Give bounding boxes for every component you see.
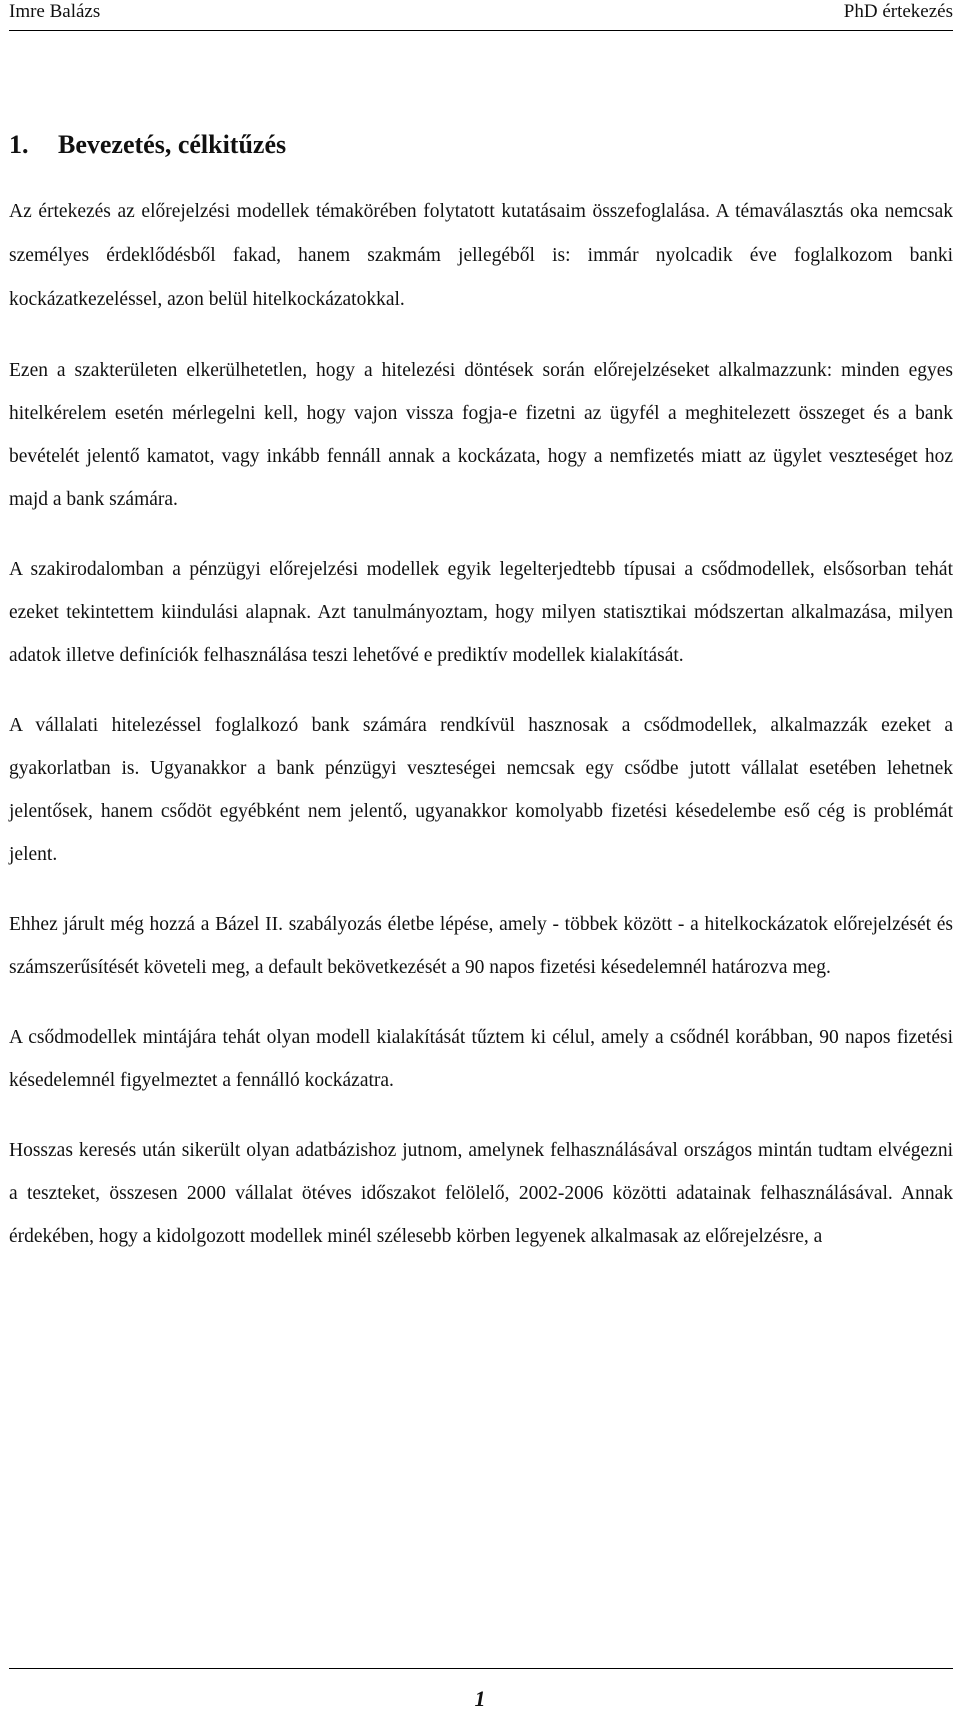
page-content bbox=[9, 130, 953, 1285]
section-number: 1. bbox=[9, 130, 29, 159]
page-header bbox=[9, 0, 953, 31]
paragraph-3: A szakirodalomban a pénzügyi előrejelzési modellek egyik legelterjedtebb típusai a csődmodellek, elsősorban tehát ezeket tekintettem kiindulási alapnak. Azt tanulmányoztam, hogy milyen statisztikai módszertan alkalmazása, milyen adatok illetve definíciók felhasználása teszi lehetővé e prediktív modellek kialakítását. bbox=[9, 559, 953, 666]
paragraph-7: Hosszas keresés után sikerült olyan adatbázishoz jutnom, amelynek felhasználásával országos mintán tudtam elvégezni a teszteket, összesen 2000 vállalat ötéves időszakot felölelő, 2002-2006 közötti adatainak felhasználásával. Annak érdekében, hogy a kidolgozott modellek minél szélesebb körben legyenek alkalmasak az előrejelzésre, a bbox=[9, 1140, 953, 1247]
body-text bbox=[9, 190, 953, 1258]
paragraph-2: Ezen a szakterületen elkerülhetetlen, hogy a hitelezési döntések során előrejelzéseket alkalmazzunk: minden egyes hitelkérelem esetén mérlegelni kell, hogy vajon vissza fogja-e fizetni az ügyfél a meghitelezett összeget és a bank bevételét jelentő kamatot, vagy inkább fennáll annak a kockázata, hogy a nemfizetés miatt az ügylet veszteséget hoz majd a bank számára. bbox=[9, 360, 953, 510]
page-number: 1 bbox=[474, 1686, 486, 1711]
header-author: Imre Balázs bbox=[9, 1, 101, 22]
paragraph-1: Az értekezés az előrejelzési modellek témakörében folytatott kutatásaim összefoglalása. A témaválasztás oka nemcsak személyes érdeklődésből fakad, hanem szakmám jellegéből is: immár nyolcadik éve foglalkozom banki kockázatkezeléssel, azon belül hitelkockázatokkal. bbox=[9, 201, 953, 310]
footer-rule bbox=[9, 1668, 953, 1669]
paragraph-5: Ehhez járult még hozzá a Bázel II. szabályozás életbe lépése, amely - többek között - a hitelkockázatok előrejelzését és számszerűsítését követeli meg, a default bekövetkezését a 90 napos fizetési késedelemnél határozva meg. bbox=[9, 914, 953, 978]
section-title: Bevezetés, célkitűzés bbox=[58, 130, 287, 159]
section-heading bbox=[9, 130, 953, 160]
header-document-type: PhD értekezés bbox=[843, 1, 953, 22]
paragraph-6: A csődmodellek mintájára tehát olyan modell kialakítását tűztem ki célul, amely a csődnél korábban, 90 napos fizetési késedelemnél figyelmeztet a fennálló kockázatra. bbox=[9, 1027, 953, 1091]
paragraph-4: A vállalati hitelezéssel foglalkozó bank számára rendkívül hasznosak a csődmodellek, alkalmazzák ezeket a gyakorlatban is. Ugyanakkor a bank pénzügyi veszteségei nemcsak egy csődbe jutott vállalat esetében lehetnek jelentősek, hanem csődöt egyébként nem jelentő, ugyanakkor komolyabb fizetési késedelembe eső cég is problémát jelent. bbox=[9, 715, 953, 865]
